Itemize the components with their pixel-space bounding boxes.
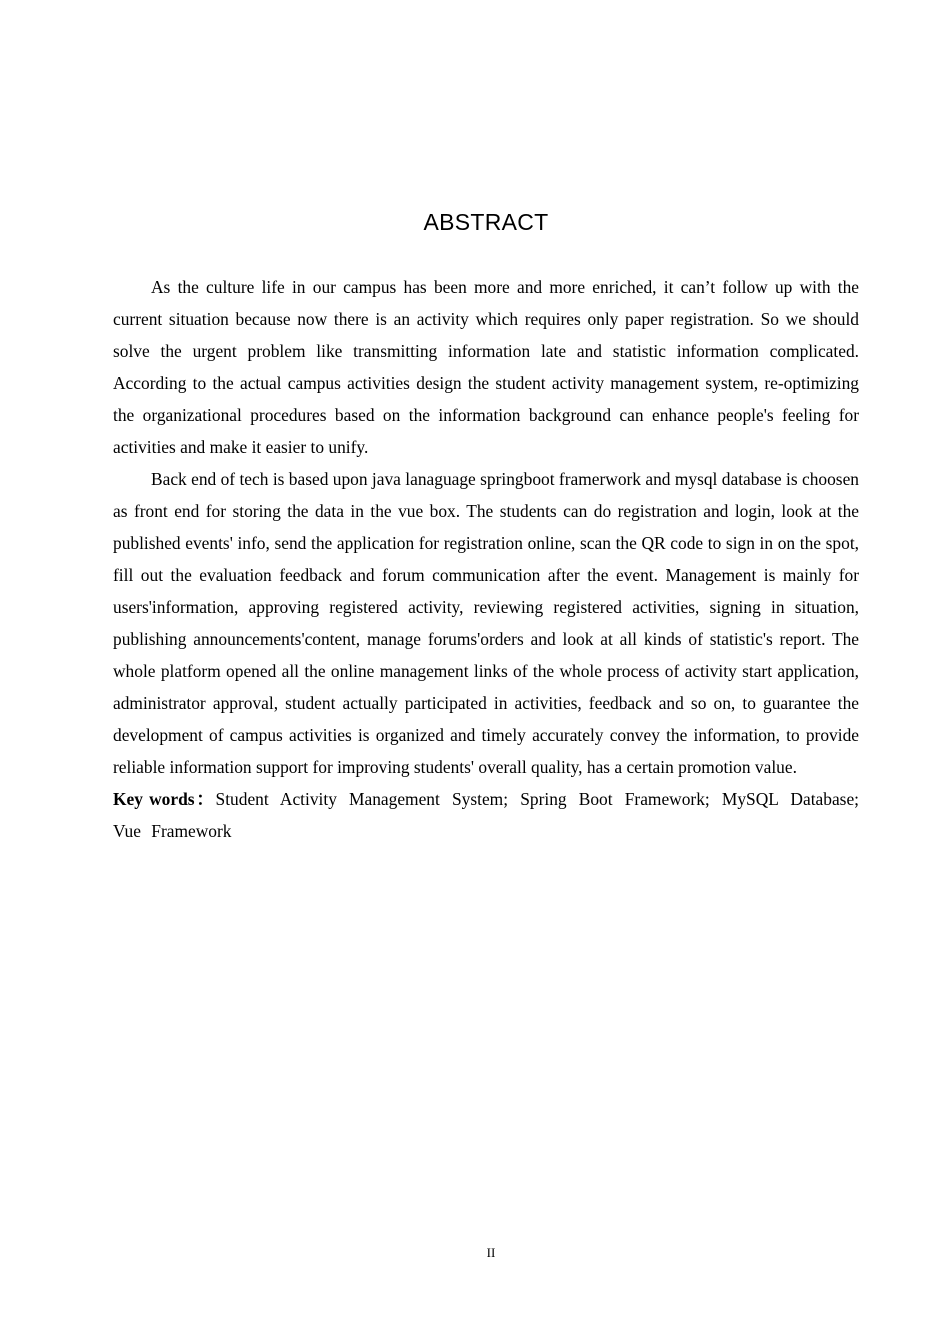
keywords-line	[113, 783, 859, 847]
keywords-label: Key words：	[113, 789, 216, 809]
keywords-text: Student Activity Management System; Spring Boot Framework; MySQL Database; Vue Framework	[113, 789, 859, 841]
abstract-paragraph-2: Back end of tech is based upon java lanaguage springboot framerwork and mysql database is choosen as front end for storing the data in the vue box. The students can do registration and login, look at the published events' info, send the application for registration online, scan the QR code to sign in on the spot, fill out the evaluation feedback and forum communication after the event. Management is mainly for users'information, approving registered activity, reviewing registered activities, signing in situation, publishing announcements'content, manage forums'orders and look at all kinds of statistic's report. The whole platform opened all the online management links of the whole process of activity start application, administrator approval, student actually participated in activities, feedback and so on, to guarantee the development of campus activities is organized and timely accurately convey the information, to provide reliable information support for improving students' overall quality, has a certain promotion value.	[113, 469, 859, 777]
abstract-body	[113, 271, 859, 847]
abstract-paragraph-1: As the culture life in our campus has been more and more enriched, it can’t follow up with the current situation because now there is an activity which requires only paper registration. So we should solve the urgent problem like transmitting information late and statistic information complicated. According to the actual campus activities design the student activity management system, re-optimizing the organizational procedures based on the information background can enhance people's feeling for activities and make it easier to unify.	[113, 277, 859, 457]
abstract-title: ABSTRACT	[423, 209, 549, 235]
page-number: II	[486, 1245, 496, 1260]
